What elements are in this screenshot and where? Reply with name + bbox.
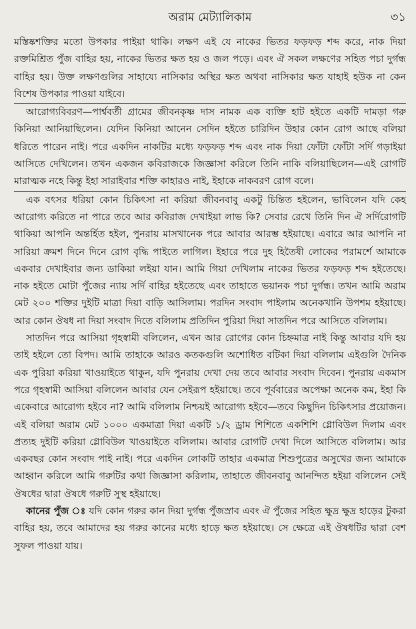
paragraph-intro: মস্তিষ্কশক্তির মতো উপকার পাইয়া থাকি। লক্ষণ এই যে নাকের ভিতর ফড়ফড় শব্দ করে, নাক দিয়া রক্তমিশ্রিত পুঁজ বাহির হয়, নাকের ভিতর ক্ষত হয় ও জল পড়ে। এবং ঐ সকল লক্ষণের সহিত পচা দুর্গন্ধ বাহির হয়। উক্ত লক্ষণগুলির সাহায্যে নাসিকার অস্থির ক্ষত অথবা নাসিকার ক্ষত যাহাই হউক না কেন বিশেষ উপকার পাওয়া যাইবে। — [14, 37, 406, 100]
page-body — [14, 34, 406, 555]
ear-discharge-heading: কানের পুঁজ ঃ — [26, 506, 86, 518]
paragraph-case-history: আরোগ্যবিবরণ—পার্শ্ববর্তী গ্রামের জীবনকৃষ্ণ দাস নামক এক ব্যক্তি হাট হইতে একটি দামড়া গরু কিনিয়া আনিয়াছিলেন। যেদিন কিনিয়া আনেন সেদিন হইতে চারিদিন উহার কোন রোগ আছে বলিয়া ধরিতে পারেন নাই। পরে একদিন নাকটির মধ্যে ফড়ফড় শব্দ এবং নাক দিয়া ফোঁটা ফোঁটা সর্দি গড়াইয়া আসিতে দেখিলেন। তখন একজন কবিরাজকে জিজ্ঞাসা করিলে তিনি নাকি বলিয়াছিলেন—এই রোগটি মারাত্মক নহে কিন্তু ইহা সারাইবার শক্তি কাহারও নাই, ইহাকে নাকবরণ রোগ বলে। — [14, 103, 406, 191]
page-number: ৩১ — [390, 10, 406, 24]
running-header — [14, 6, 406, 28]
header-title: অরাম মেট্যালিকাম — [168, 10, 252, 24]
paragraph-follow-up: সাতদিন পরে আসিয়া গৃহস্বামী বলিলেন, এখন আর রোগের কোন চিহ্নমাত্র নাই কিন্তু আবার যদি হয় তাই হইলে তো বিপদ। আমি তাহাকে আরও কতকগুলি অশোধিত বটিকা দিয়া বলিলাম এইগুলি দৈনিক এক পুরিয়া করিয়া খাওয়াইতে থাকুন, যদি পুনরায় দেখা দেয় তবে আবার সংবাদ দিবেন। পুনরায় একমাস পরে গৃহস্বামী আসিয়া বলিলেন আবার যেন সেইরূপ হইয়াছে। তবে পূর্ববারের অপেক্ষা অনেক কম, ইহা কি একেবারে আরোগ্য হইবে না? আমি বলিলাম নিশ্চয়ই আরোগ্য হইবে—তবে কিছুদিন চিকিৎসার প্রয়োজন। এই বলিয়া অরাম মেট ১০০০ একমাত্রা দিয়া একটি ১/২ ড্রাম শিশিতে একশিশি গ্লোবিউল দিলাম এবং প্রত্যহ দুইটি করিয়া গ্লোবিউল খাওয়াইতে বলিলাম। আবার রোগটি দেখা দিলে আসিতে বলিলাম। আর একবছর কোন সংবাদ পাই নাই। পরে একদিন লোকটি তাহার একমাত্র শিশুপুত্রের অসুখের জন্য আমাকে আহ্বান করিলে আমি গরুটির কথা জিজ্ঞাসা করিলাম, তাহাতে জীবনবাবু আনন্দিত হইয়া বলিলেন সেই ঔষধের দ্বারা ঔষধে গরুটি সুস্থ হইয়াছে। — [14, 333, 406, 500]
ear-discharge-text: যদি কোন গরুর কান দিয়া দুর্গন্ধ পুঁজস্রাব এবং ঐ পুঁজের সহিত ক্ষুদ্র ক্ষুদ্র হাড়ের টুকরা বাহির হয়, তবে আমাদের হয় গরুর কানের মধ্যে হাড়ে ক্ষত হইয়াছে। সে ক্ষেত্রে এই ঔষধটির দ্বারা বেশ সুফল পাওয়া যায়। — [14, 506, 406, 552]
paragraph-ear-discharge — [14, 503, 406, 555]
paragraph-first-treatment: এক বৎসর ধরিয়া কোন চিকিৎসা না করিয়া জীবনবাবু একটু চিন্তিত হইলেন, ভাবিলেন যদি কেহ আরোগ্য করিতে না পারে তবে আর কবিরাজ দেখাইয়া লাভ কি? সেবার রেখে তিনি দিন ঐ সর্দিরোগটি থাকিয়া আপনি অন্তর্হিত হইল, পুনরায় মাসখানেক পরে আবার আরম্ভ হইয়াছে। এবারে আর আপনি না সারিয়া ক্রমশ দিনে দিনে রোগ বৃদ্ধি পাইতে লাগিল। ইহারে পরে দুহ হিতৈষী লোকের পরামর্শে আমাকে একবার দেখাইবার জন্য ডাকিয়া লইয়া যান। আমি গিয়া দেখিলাম নাকের ভিতর ফড়ফড় শব্দ হইতেছে। নাক হইতে মোটা পুঁজের ন্যায় সর্দি বাহির হইতেছে এবং তাহাতে ভয়ানক পচা দুর্গন্ধ। তখন আমি অরাম মেট ২০০ শক্তির দুইটি মাত্রা দিয়া বাড়ি আসিলাম। পরদিন সংবাদ পাইলাম অনেকখানি উপশম হইয়াছে। আর কোন ঔষধ না দিয়া সংবাদ দিতে বলিলাম প্রতিদিন পুরিয়া দিয়া সাতদিন পরে আসিতে বলিলাম। — [14, 194, 406, 327]
